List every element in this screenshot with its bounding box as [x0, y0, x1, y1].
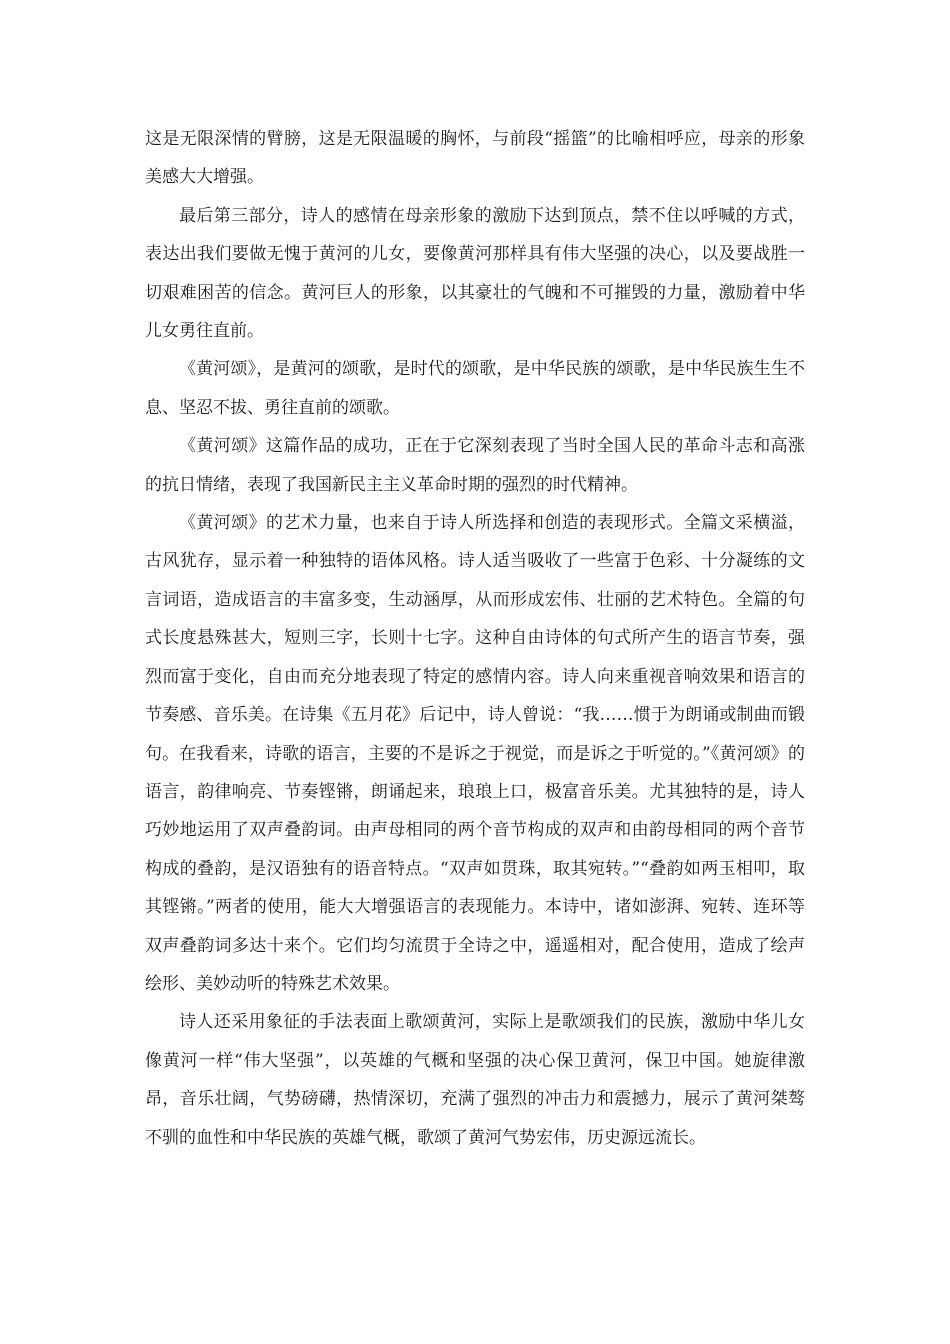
paragraph: 《黄河颂》的艺术力量，也来自于诗人所选择和创造的表现形式。全篇文采横溢，古风犹存，显示着一种独特的语体风格。诗人适当吸收了一些富于色彩、十分凝练的文言词语，造成语言的丰富多变，生动涵厚，从而形成宏伟、壮丽的艺术特色。全篇的句式长度悬殊甚大，短则三字，长则十七字。这种自由诗体的句式所产生的语言节奏，强烈而富于变化，自由而充分地表现了特定的感情内容。诗人向来重视音响效果和语言的节奏感、音乐美。在诗集《五月花》后记中，诗人曾说：“我……惯于为朗诵或制曲而锻句。在我看来，诗歌的语言，主要的不是诉之于视觉，而是诉之于听觉的。”《黄河颂》的语言，韵律响亮、节奏铿锵，朗诵起来，琅琅上口，极富音乐美。尤其独特的是，诗人巧妙地运用了双声叠韵词。由声母相同的两个音节构成的双声和由韵母相同的两个音节构成的叠韵，是汉语独有的语音特点。“双声如贯珠，取其宛转。”“叠韵如两玉相叩，取其铿锵。”两者的使用，能大大增强语言的表现能力。本诗中，诸如澎湃、宛转、连环等双声叠韵词多达十来个。它们均匀流贯于全诗之中，遥遥相对，配合使用，造成了绘声绘形、美妙动听的特殊艺术效果。: [145, 513, 805, 994]
paragraph: 《黄河颂》，是黄河的颂歌，是时代的颂歌，是中华民族的颂歌，是中华民族生生不息、坚忍不拔、勇往直前的颂歌。: [145, 359, 805, 418]
paragraph: 诗人还采用象征的手法表面上歌颂黄河，实际上是歌颂我们的民族，激励中华儿女像黄河一样“伟大坚强”，以英雄的气概和坚强的决心保卫黄河，保卫中国。她旋律激昂，音乐壮阔，气势磅礴，热情深切，充满了强烈的冲击力和震撼力，展示了黄河桀骜不驯的血性和中华民族的英雄气概，歌颂了黄河气势宏伟，历史源远流长。: [145, 1012, 805, 1148]
paragraph: 《黄河颂》这篇作品的成功，正在于它深刻表现了当时全国人民的革命斗志和高涨的抗日情绪，表现了我国新民主主义革命时期的强烈的时代精神。: [145, 436, 805, 495]
body-text: [145, 120, 805, 1157]
paragraph: 最后第三部分，诗人的感情在母亲形象的激励下达到顶点，禁不住以呼喊的方式，表达出我们要做无愧于黄河的儿女，要像黄河那样具有伟大坚强的决心，以及要战胜一切艰难困苦的信念。黄河巨人的形象，以其豪壮的气魄和不可摧毁的力量，激励着中华儿女勇往直前。: [145, 205, 805, 342]
paragraph: 这是无限深情的臂膀，这是无限温暖的胸怀，与前段“摇篮”的比喻相呼应，母亲的形象美感大大增强。: [145, 129, 805, 188]
